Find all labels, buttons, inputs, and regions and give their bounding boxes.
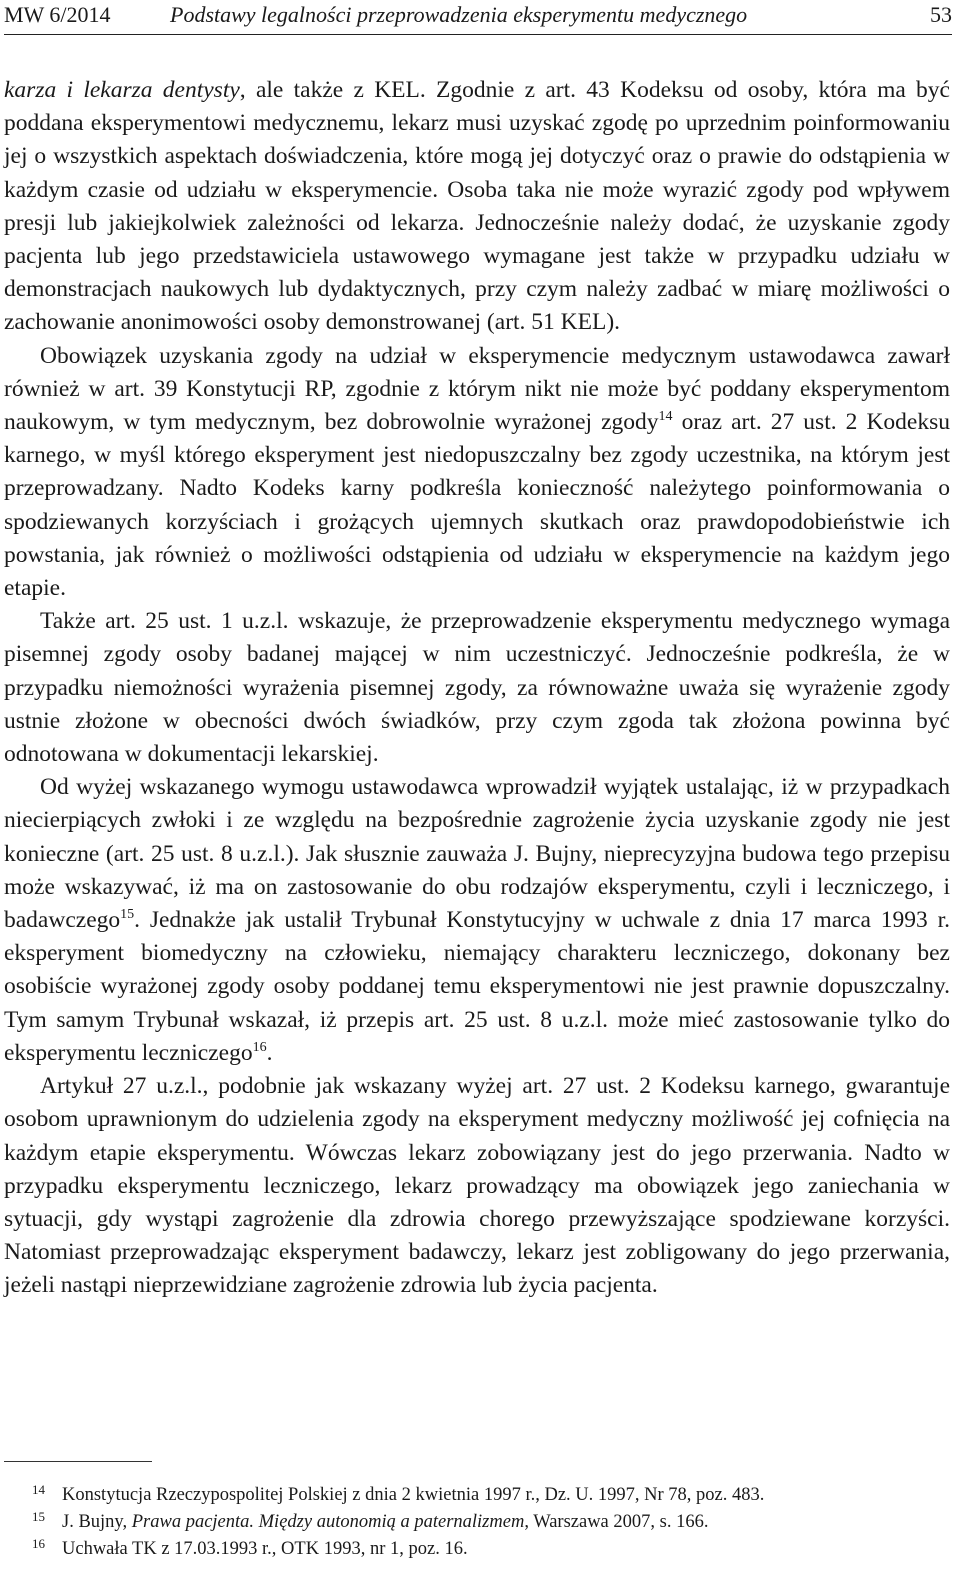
- text-run: Od wyżej wskazanego wymogu ustawodawca wprowadził wyjątek ustalając, iż w przypadkach niecierpiących zwłoki i ze względu na bezpośrednie zagrożenie życia uzyskanie zgody nie jest konieczne (art. 25 ust. 8 u.z.l.). Jak słusznie zauważa J. Bujny, nieprecyzyjna budowa tego przepisu może wskazywać, iż ma on zastosowanie do obu rodzajów eksperymentu, czyli i leczniczego, i badawczego: [4, 774, 950, 934]
- footnote: [4, 1509, 950, 1536]
- text-run: Także art. 25 ust. 1 u.z.l. wskazuje, że przeprowadzenie eksperymentu medycznego wymaga pisemnej zgody osoby badanej mającej w nim uczestniczyć. Jednocześnie podkreśla, że w przypadku niemożności wyrażenia pisemnej zgody, za równoważne uważa się wyrażenie zgody ustnie złożone w obecności dwóch świadków, przy czym zgoda tak złożona powinna być odnotowana w dokumentacji lekarskiej.: [4, 608, 950, 768]
- text-run: Artykuł 27 u.z.l., podobnie jak wskazany wyżej art. 27 ust. 2 Kodeksu karnego, gwarantuje osobom uprawnionym do udzielenia zgody na eksperyment medyczny możliwość jej cofnięcia na każdym etapie eksperymentu. Wówczas lekarz zobowiązany jest do jego przerwania. Nadto w przypadku eksperymentu leczniczego, lekarz prowadzący ma obowiązek jego zaniechania w sytuacji, gdy wystąpi zagrożenie dla zdrowia chorego przewyższające spodziewane korzyści. Natomiast przeprowadzając eksperyment badawczy, lekarz jest zobligowany do jego przerwania, jeżeli nastąpi nieprzewidziane zagrożenie zdrowia lub życia pacjenta.: [4, 1073, 950, 1299]
- footnote-number: 14: [32, 1482, 45, 1497]
- footnote-ref: 15: [120, 907, 135, 923]
- text-run: Konstytucja Rzeczypospolitej Polskiej z dnia 2 kwietnia 1997 r., Dz. U. 1997, Nr 78, poz. 483.: [62, 1485, 765, 1505]
- text-run: J. Bujny,: [62, 1512, 132, 1532]
- text-run: , ale także z KEL. Zgodnie z art. 43 Kodeksu od osoby, która ma być poddana eksperymentowi medycznemu, lekarz musi uzyskać zgodę po uprzednim poinformowaniu jej o wszystkich aspektach doświadczenia, które mogą jej dotyczyć oraz o prawie do odstąpienia w każdym czasie od udziału w eksperymencie. Osoba taka nie może wyrazić zgody pod wpływem presji lub jakiejkolwiek zależności od lekarza. Jednocześnie należy dodać, że uzyskanie zgody pacjenta lub jego przedstawiciela ustawowego wymagane jest także w przypadku udziału w demonstracjach naukowych lub dydaktycznych, przy czym należy zadbać w miarę możliwości o zachowanie anonimowości osoby demonstrowanej (art. 51 KEL).: [4, 77, 950, 336]
- footnote: [4, 1482, 950, 1509]
- footnote-text: [62, 1539, 468, 1559]
- paragraph: [4, 605, 950, 771]
- journal-issue: MW 6/2014: [4, 2, 111, 27]
- footnote-ref: 14: [658, 409, 673, 425]
- footnotes: [4, 1482, 950, 1563]
- text-run: oraz art. 27 ust. 2 Kodeksu karnego, w myśl którego eksperyment jest niedopuszczalny bez zgody uczestnika, na którym jest przeprowadzany. Nadto Kodeks karny podkreśla konieczność należytego poinformowania o spodziewanych korzyściach i grożących ujemnych skutkach oraz prawdopodobieństwie ich powstania, jak również o możliwości odstąpienia od udziału w eksperymencie na każdym jego etapie.: [4, 409, 950, 602]
- text-run: Obowiązek uzyskania zgody na udział w eksperymencie medycznym ustawodawca zawarł również w art. 39 Konstytucji RP, zgodnie z którym nikt nie może być poddany eksperymentom naukowym, w tym medycznym, bez dobrowolnie wyrażonej zgody: [4, 342, 950, 436]
- page-number: 53: [930, 2, 952, 27]
- footnote-number: 15: [32, 1509, 45, 1524]
- paragraph: [4, 340, 950, 606]
- running-header: [4, 0, 952, 35]
- body-text: [4, 74, 950, 1303]
- paragraph: [4, 771, 950, 1070]
- text-run: Prawa pacjenta. Między autonomią a paternalizmem: [131, 1512, 525, 1532]
- footnote-rule: [4, 1461, 152, 1462]
- footnote-ref: 16: [252, 1040, 267, 1056]
- text-run: Uchwała TK z 17.03.1993 r., OTK 1993, nr 1, poz. 16.: [62, 1539, 468, 1559]
- text-run: .: [266, 1039, 273, 1066]
- paragraph: [4, 74, 950, 340]
- footnote-text: [62, 1485, 764, 1505]
- footnote-number: 16: [32, 1536, 45, 1551]
- footnote: [4, 1536, 950, 1563]
- text-run: karza i lekarza dentysty: [4, 77, 240, 103]
- footnote-text: [62, 1512, 708, 1532]
- text-run: . Jednakże jak ustalił Trybunał Konstytucyjny w uchwale z dnia 17 marca 1993 r. eksperyment biomedyczny na człowieku, niemający charakteru leczniczego, dokonany bez osobiście wyrażonej zgody osoby poddanej temu eksperymentowi nie jest prawnie dopuszczalny. Tym samym Trybunał wskazał, iż przepis art. 25 ust. 8 u.z.l. może mieć zastosowanie tylko do eksperymentu leczniczego: [4, 907, 950, 1066]
- text-run: , Warszawa 2007, s. 166.: [524, 1512, 709, 1532]
- running-title: Podstawy legalności przeprowadzenia eksperymentu medycznego: [170, 2, 748, 27]
- paragraph: [4, 1070, 950, 1302]
